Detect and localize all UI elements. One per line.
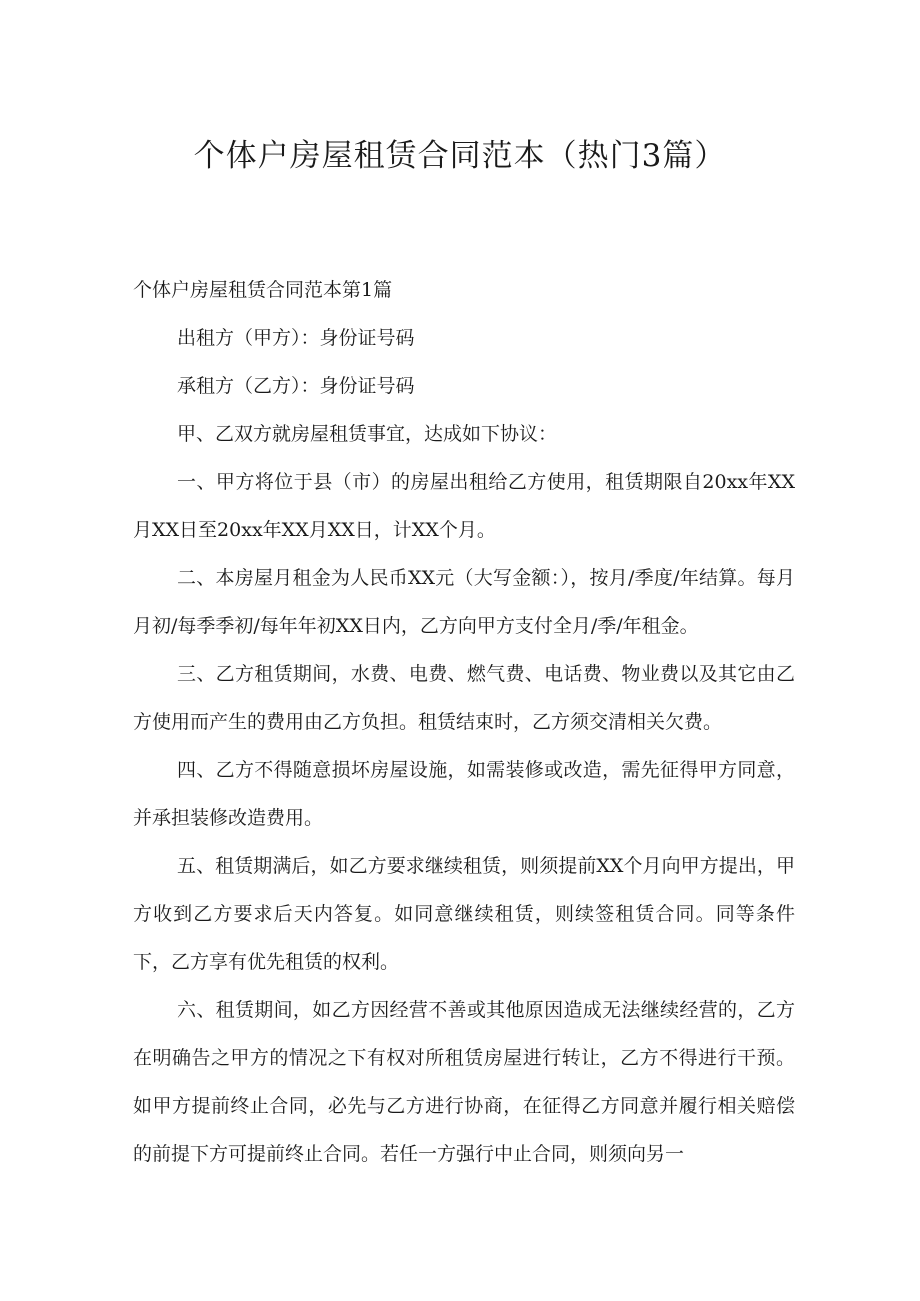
clause-1: 一、甲方将位于县（市）的房屋出租给乙方使用，租赁期限自20xx年XX月XX日至20xx年XX月XX日，计XX个月。 bbox=[133, 471, 795, 541]
document-body bbox=[133, 266, 795, 1178]
paragraph-lessee: 承租方（乙方）：身份证号码 bbox=[177, 375, 415, 397]
clause-4: 四、乙方不得随意损坏房屋设施，如需装修或改造，需先征得甲方同意，并承担装修改造费用。 bbox=[133, 759, 795, 829]
clause-2: 二、本房屋月租金为人民币XX元（大写金额：），按月/季度/年结算。每月月初/每季季初/每年年初XX日内，乙方向甲方支付全月/季/年租金。 bbox=[133, 567, 795, 637]
paragraph-agreement: 甲、乙双方就房屋租赁事宜，达成如下协议： bbox=[177, 423, 558, 445]
section-heading: 个体户房屋租赁合同范本第1篇 bbox=[133, 279, 393, 301]
clause-3: 三、乙方租赁期间，水费、电费、燃气费、电话费、物业费以及其它由乙方使用而产生的费用由乙方负担。租赁结束时，乙方须交清相关欠费。 bbox=[133, 663, 795, 733]
paragraph-lessor: 出租方（甲方）：身份证号码 bbox=[177, 327, 415, 349]
document-title: 个体户房屋租赁合同范本（热门3篇） bbox=[193, 138, 727, 174]
clause-6: 六、租赁期间，如乙方因经营不善或其他原因造成无法继续经营的，乙方在明确告之甲方的情况之下有权对所租赁房屋进行转让，乙方不得进行干预。如甲方提前终止合同，必先与乙方进行协商，在征得乙方同意并履行相关赔偿的前提下方可提前终止合同。若任一方强行中止合同，则须向另一 bbox=[133, 999, 795, 1165]
clause-5: 五、租赁期满后，如乙方要求继续租赁，则须提前XX个月向甲方提出，甲方收到乙方要求后天内答复。如同意继续租赁，则续签租赁合同。同等条件下，乙方享有优先租赁的权利。 bbox=[133, 855, 795, 973]
